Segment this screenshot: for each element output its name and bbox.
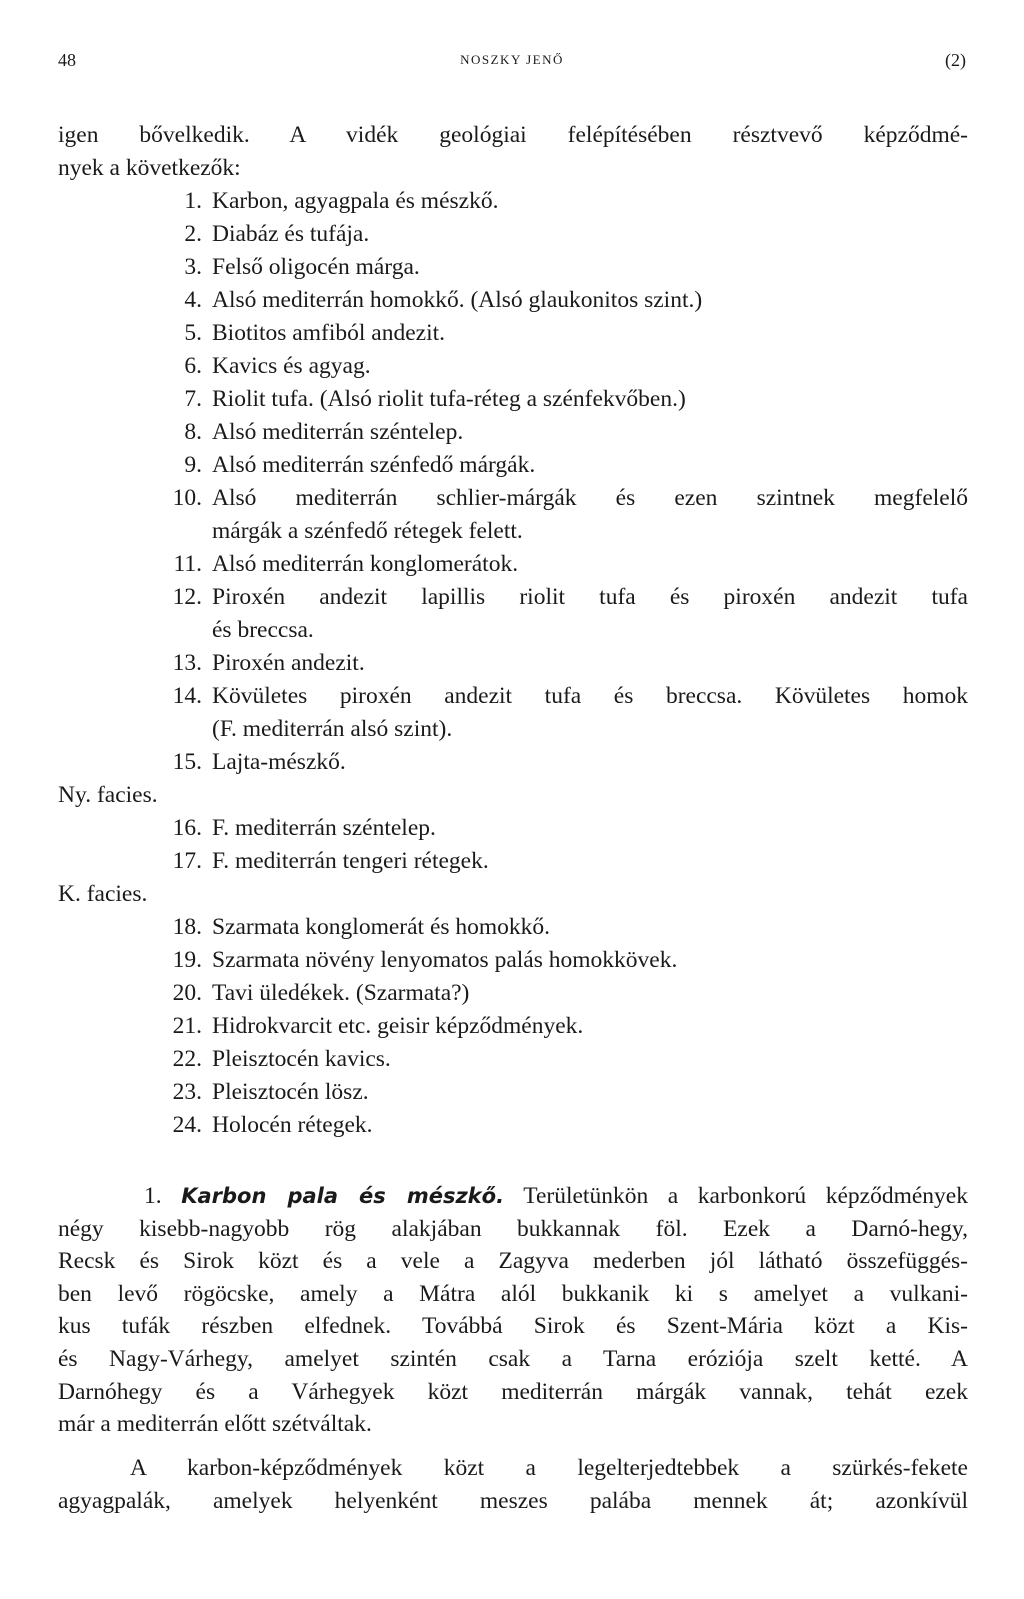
list-item bbox=[58, 911, 968, 944]
item-text-continued: márgák a szénfedő rétegek felett. bbox=[212, 518, 523, 544]
item-number: 15. bbox=[172, 749, 202, 775]
facies-heading-ny: Ny. facies. bbox=[58, 782, 158, 808]
item-number: 24. bbox=[172, 1112, 202, 1138]
list-item bbox=[58, 383, 968, 416]
list-item bbox=[58, 680, 968, 746]
paragraph-2 bbox=[58, 1452, 968, 1517]
list-item bbox=[58, 1076, 968, 1109]
item-number: 2. bbox=[184, 221, 202, 247]
list-item bbox=[58, 581, 968, 647]
paragraph-line: kus tufák részben elfednek. Továbbá Sirok és Szent-Mária közt a Kis- bbox=[58, 1313, 968, 1340]
section-1-first-line bbox=[58, 1180, 968, 1213]
list-item bbox=[58, 647, 968, 680]
item-number: 12. bbox=[172, 584, 202, 610]
item-number: 13. bbox=[172, 650, 202, 676]
paragraph-line: agyagpalák, amelyek helyenként meszes palába mennek át; azonkívül bbox=[58, 1487, 968, 1514]
paragraph-line: A karbon-képződmények közt a legelterjedtebbek a szürkés-fekete bbox=[130, 1455, 968, 1481]
list-item bbox=[58, 1010, 968, 1043]
list-item bbox=[58, 185, 968, 218]
item-text: Diabáz és tufája. bbox=[212, 221, 370, 247]
item-text: F. mediterrán tengeri rétegek. bbox=[212, 848, 489, 874]
item-text: Szarmata konglomerát és homokkő. bbox=[212, 914, 551, 940]
page-number: 48 bbox=[58, 50, 76, 70]
item-number: 23. bbox=[172, 1079, 202, 1105]
item-text: Holocén rétegek. bbox=[212, 1112, 373, 1138]
list-item bbox=[58, 548, 968, 581]
list-item bbox=[58, 482, 968, 548]
facies-heading-k: K. facies. bbox=[58, 881, 148, 907]
item-text: Alsó mediterrán széntelep. bbox=[212, 419, 464, 445]
item-number: 6. bbox=[184, 353, 202, 379]
list-item bbox=[58, 977, 968, 1010]
paragraph-line: Recsk és Sirok közt és a vele a Zagyva mederben jól látható összefüggés- bbox=[58, 1248, 968, 1275]
list-item bbox=[58, 746, 968, 779]
intro-paragraph bbox=[58, 119, 968, 185]
item-text: Alsó mediterrán schlier-márgák és ezen szintnek megfelelő bbox=[212, 485, 968, 511]
item-text: Tavi üledékek. (Szarmata?) bbox=[212, 980, 470, 1006]
item-text-continued: (F. mediterrán alsó szint). bbox=[212, 716, 453, 742]
item-number: 7. bbox=[184, 386, 202, 412]
item-text: Pleisztocén kavics. bbox=[212, 1046, 391, 1072]
item-text: Riolit tufa. (Alsó riolit tufa-réteg a szénfekvőben.) bbox=[212, 386, 686, 412]
item-number: 16. bbox=[172, 815, 202, 841]
item-text: Hidrokvarcit etc. geisir képződmények. bbox=[212, 1013, 584, 1039]
list-item bbox=[58, 317, 968, 350]
item-text: Alsó mediterrán konglomerátok. bbox=[212, 551, 519, 577]
item-text: F. mediterrán széntelep. bbox=[212, 815, 436, 841]
item-number: 20. bbox=[172, 980, 202, 1006]
item-text: Alsó mediterrán homokkő. (Alsó glaukonitos szint.) bbox=[212, 287, 703, 313]
item-text-continued: és breccsa. bbox=[212, 617, 314, 643]
item-text: Piroxén andezit lapillis riolit tufa és piroxén andezit tufa bbox=[212, 584, 968, 610]
list-item bbox=[58, 218, 968, 251]
chapter-number: (2) bbox=[945, 50, 966, 70]
section-title: Karbon pala és mészkő. bbox=[181, 1184, 505, 1208]
list-item bbox=[58, 449, 968, 482]
item-number: 17. bbox=[172, 848, 202, 874]
list-item bbox=[58, 251, 968, 284]
item-number: 10. bbox=[172, 485, 202, 511]
section-line-rest: Területünkön a karbonkorú képződmények bbox=[523, 1183, 968, 1209]
list-item bbox=[58, 416, 968, 449]
item-text: Felső oligocén márga. bbox=[212, 254, 420, 280]
item-text: Piroxén andezit. bbox=[212, 650, 365, 676]
paragraph-line: négy kisebb-nagyobb rög alakjában bukkannak föl. Ezek a Darnó-hegy, bbox=[58, 1215, 968, 1242]
item-number: 8. bbox=[184, 419, 202, 445]
paragraph-line: Darnóhegy és a Várhegyek közt mediterrán márgák vannak, tehát ezek bbox=[58, 1378, 968, 1405]
item-text: Alsó mediterrán szénfedő márgák. bbox=[212, 452, 536, 478]
item-number: 19. bbox=[172, 947, 202, 973]
intro-line: igen bővelkedik. A vidék geológiai felépítésében résztvevő képződmé- bbox=[58, 122, 968, 148]
paragraph-line: ben levő rögöcske, amely a Mátra alól bukkanik ki s amelyet a vulkani- bbox=[58, 1280, 968, 1307]
item-text: Pleisztocén lösz. bbox=[212, 1079, 369, 1105]
item-number: 14. bbox=[172, 683, 202, 709]
item-text: Lajta-mészkő. bbox=[212, 749, 346, 775]
item-text: Kavics és agyag. bbox=[212, 353, 371, 379]
running-title: NOSZKY JENŐ bbox=[460, 52, 564, 67]
section-1-paragraph bbox=[58, 1180, 968, 1441]
list-item bbox=[58, 845, 968, 878]
list-item bbox=[58, 1043, 968, 1076]
list-item bbox=[58, 812, 968, 845]
page-header bbox=[0, 46, 1024, 76]
item-number: 4. bbox=[184, 287, 202, 313]
item-text: Karbon, agyagpala és mészkő. bbox=[212, 188, 499, 214]
list-item bbox=[58, 1109, 968, 1142]
paragraph-line: már a mediterrán előtt szétváltak. bbox=[58, 1411, 372, 1438]
item-number: 1. bbox=[184, 188, 202, 214]
list-item bbox=[58, 284, 968, 317]
item-number: 22. bbox=[172, 1046, 202, 1072]
item-text: Szarmata növény lenyomatos palás homokkövek. bbox=[212, 947, 678, 973]
item-number: 5. bbox=[184, 320, 202, 346]
item-number: 18. bbox=[172, 914, 202, 940]
item-number: 21. bbox=[172, 1013, 202, 1039]
section-number: 1. bbox=[144, 1183, 162, 1209]
paragraph-line: és Nagy-Várhegy, amelyet szintén csak a Tarna eróziója szelt ketté. A bbox=[58, 1345, 968, 1372]
formation-list bbox=[58, 185, 968, 1142]
item-number: 11. bbox=[173, 551, 202, 577]
item-number: 9. bbox=[184, 452, 202, 478]
item-text: Biotitos amfiból andezit. bbox=[212, 320, 446, 346]
list-item bbox=[58, 944, 968, 977]
item-text: Kövületes piroxén andezit tufa és breccsa. Kövületes homok bbox=[212, 683, 968, 709]
intro-line: nyek a következők: bbox=[58, 155, 241, 181]
item-number: 3. bbox=[184, 254, 202, 280]
list-item bbox=[58, 350, 968, 383]
